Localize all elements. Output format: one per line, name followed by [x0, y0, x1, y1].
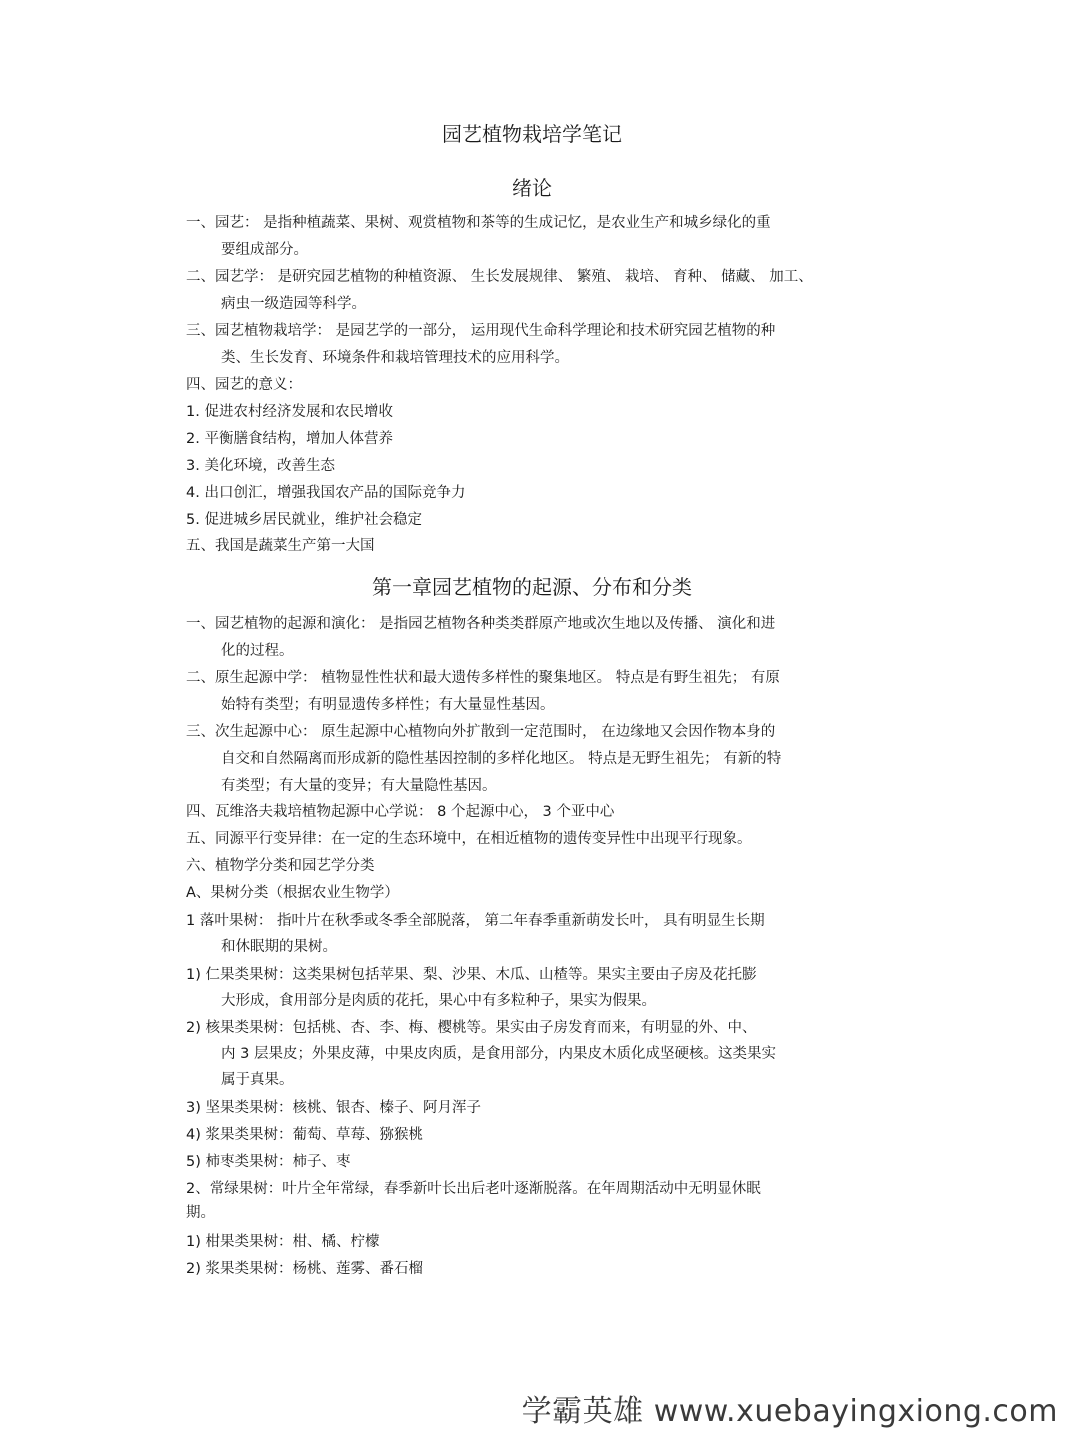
text-line: 化的过程。	[221, 643, 294, 659]
text-line: 类、生长发育、环境条件和栽培管理技术的应用科学。	[221, 350, 569, 366]
list-item: 1) 仁果类果树：这类果树包括苹果、梨、沙果、木瓜、山楂等。果实主要由子房及花托膨	[186, 967, 757, 983]
document-title: 园艺植物栽培学笔记	[442, 122, 622, 146]
text-line: 五、同源平行变异律：在一定的生态环境中，在相近植物的遗传变异性中出现平行现象。	[186, 831, 752, 847]
text-line: 病虫一级造园等科学。	[221, 296, 366, 312]
text-line: 期。	[186, 1205, 215, 1221]
text-line: 2、常绿果树：叶片全年常绿，春季新叶长出后老叶逐渐脱落。在年周期活动中无明显休眠	[186, 1181, 761, 1197]
list-item: 2) 核果类果树：包括桃、杏、李、梅、樱桃等。果实由子房发育而来，有明显的外、中、	[186, 1020, 757, 1036]
text-line: 二、园艺学： 是研究园艺植物的种植资源、 生长发展规律、 繁殖、 栽培、 育种、 储藏、 加工、	[186, 269, 813, 285]
text-line: 三、次生起源中心： 原生起源中心植物向外扩散到一定范围时， 在边缘地又会因作物本身的	[186, 724, 776, 740]
text-line: 四、瓦维洛夫栽培植物起源中心学说： 8 个起源中心， 3 个亚中心	[186, 804, 615, 820]
text-line: 一、园艺植物的起源和演化： 是指园艺植物各种类类群原产地或次生地以及传播、 演化和进	[186, 616, 776, 632]
text-line: 要组成部分。	[221, 242, 308, 258]
text-line: 三、园艺植物栽培学： 是园艺学的一部分， 运用现代生命科学理论和技术研究园艺植物的种	[186, 323, 776, 339]
list-item: 2. 平衡膳食结构，增加人体营养	[186, 431, 393, 447]
text-line: 和休眠期的果树。	[221, 939, 337, 955]
text-line: 六、植物学分类和园艺学分类	[186, 858, 375, 874]
list-item: 5) 柿枣类果树：柿子、枣	[186, 1154, 351, 1170]
intro-heading: 绪论	[512, 176, 552, 200]
list-item: 5. 促进城乡居民就业，维护社会稳定	[186, 512, 422, 528]
list-item: 1) 柑果类果树：柑、橘、柠檬	[186, 1234, 380, 1250]
list-item: 1. 促进农村经济发展和农民增收	[186, 404, 393, 420]
text-line: 内 3 层果皮；外果皮薄，中果皮肉质，是食用部分，内果皮木质化成坚硬核。这类果实	[221, 1046, 776, 1062]
list-item: 3. 美化环境，改善生态	[186, 458, 335, 474]
list-item: 4) 浆果类果树：葡萄、草莓、猕猴桃	[186, 1127, 423, 1143]
list-item: 1 落叶果树： 指叶片在秋季或冬季全部脱落， 第二年春季重新萌发长叶， 具有明显生长期	[186, 913, 765, 929]
text-line: 自交和自然隔离而形成新的隐性基因控制的多样化地区。 特点是无野生祖先； 有新的特	[221, 751, 782, 767]
text-line: 五、我国是蔬菜生产第一大国	[186, 538, 375, 554]
text-line: 二、原生起源中学： 植物显性性状和最大遗传多样性的聚集地区。 特点是有野生祖先； 有原	[186, 670, 780, 686]
list-item: 3) 坚果类果树：核桃、银杏、榛子、阿月浑子	[186, 1100, 481, 1116]
watermark: 学霸英雄 www.xuebayingxiong.com	[521, 1394, 1058, 1429]
text-line: 属于真果。	[221, 1072, 294, 1088]
chapter-heading: 第一章园艺植物的起源、分布和分类	[372, 575, 692, 599]
list-item: 4. 出口创汇，增强我国农产品的国际竞争力	[186, 485, 466, 501]
text-line: 有类型；有大量的变异；有大量隐性基因。	[221, 778, 497, 794]
text-line: A、果树分类（根据农业生物学）	[186, 885, 399, 901]
text-line: 四、园艺的意义：	[186, 377, 302, 393]
text-line: 大形成，食用部分是肉质的花托，果心中有多粒种子，果实为假果。	[221, 993, 656, 1009]
list-item: 2) 浆果类果树：杨桃、莲雾、番石榴	[186, 1261, 423, 1277]
text-line: 一、园艺： 是指种植蔬菜、果树、观赏植物和茶等的生成记忆，是农业生产和城乡绿化的重	[186, 215, 771, 231]
text-line: 始特有类型；有明显遗传多样性；有大量显性基因。	[221, 697, 555, 713]
